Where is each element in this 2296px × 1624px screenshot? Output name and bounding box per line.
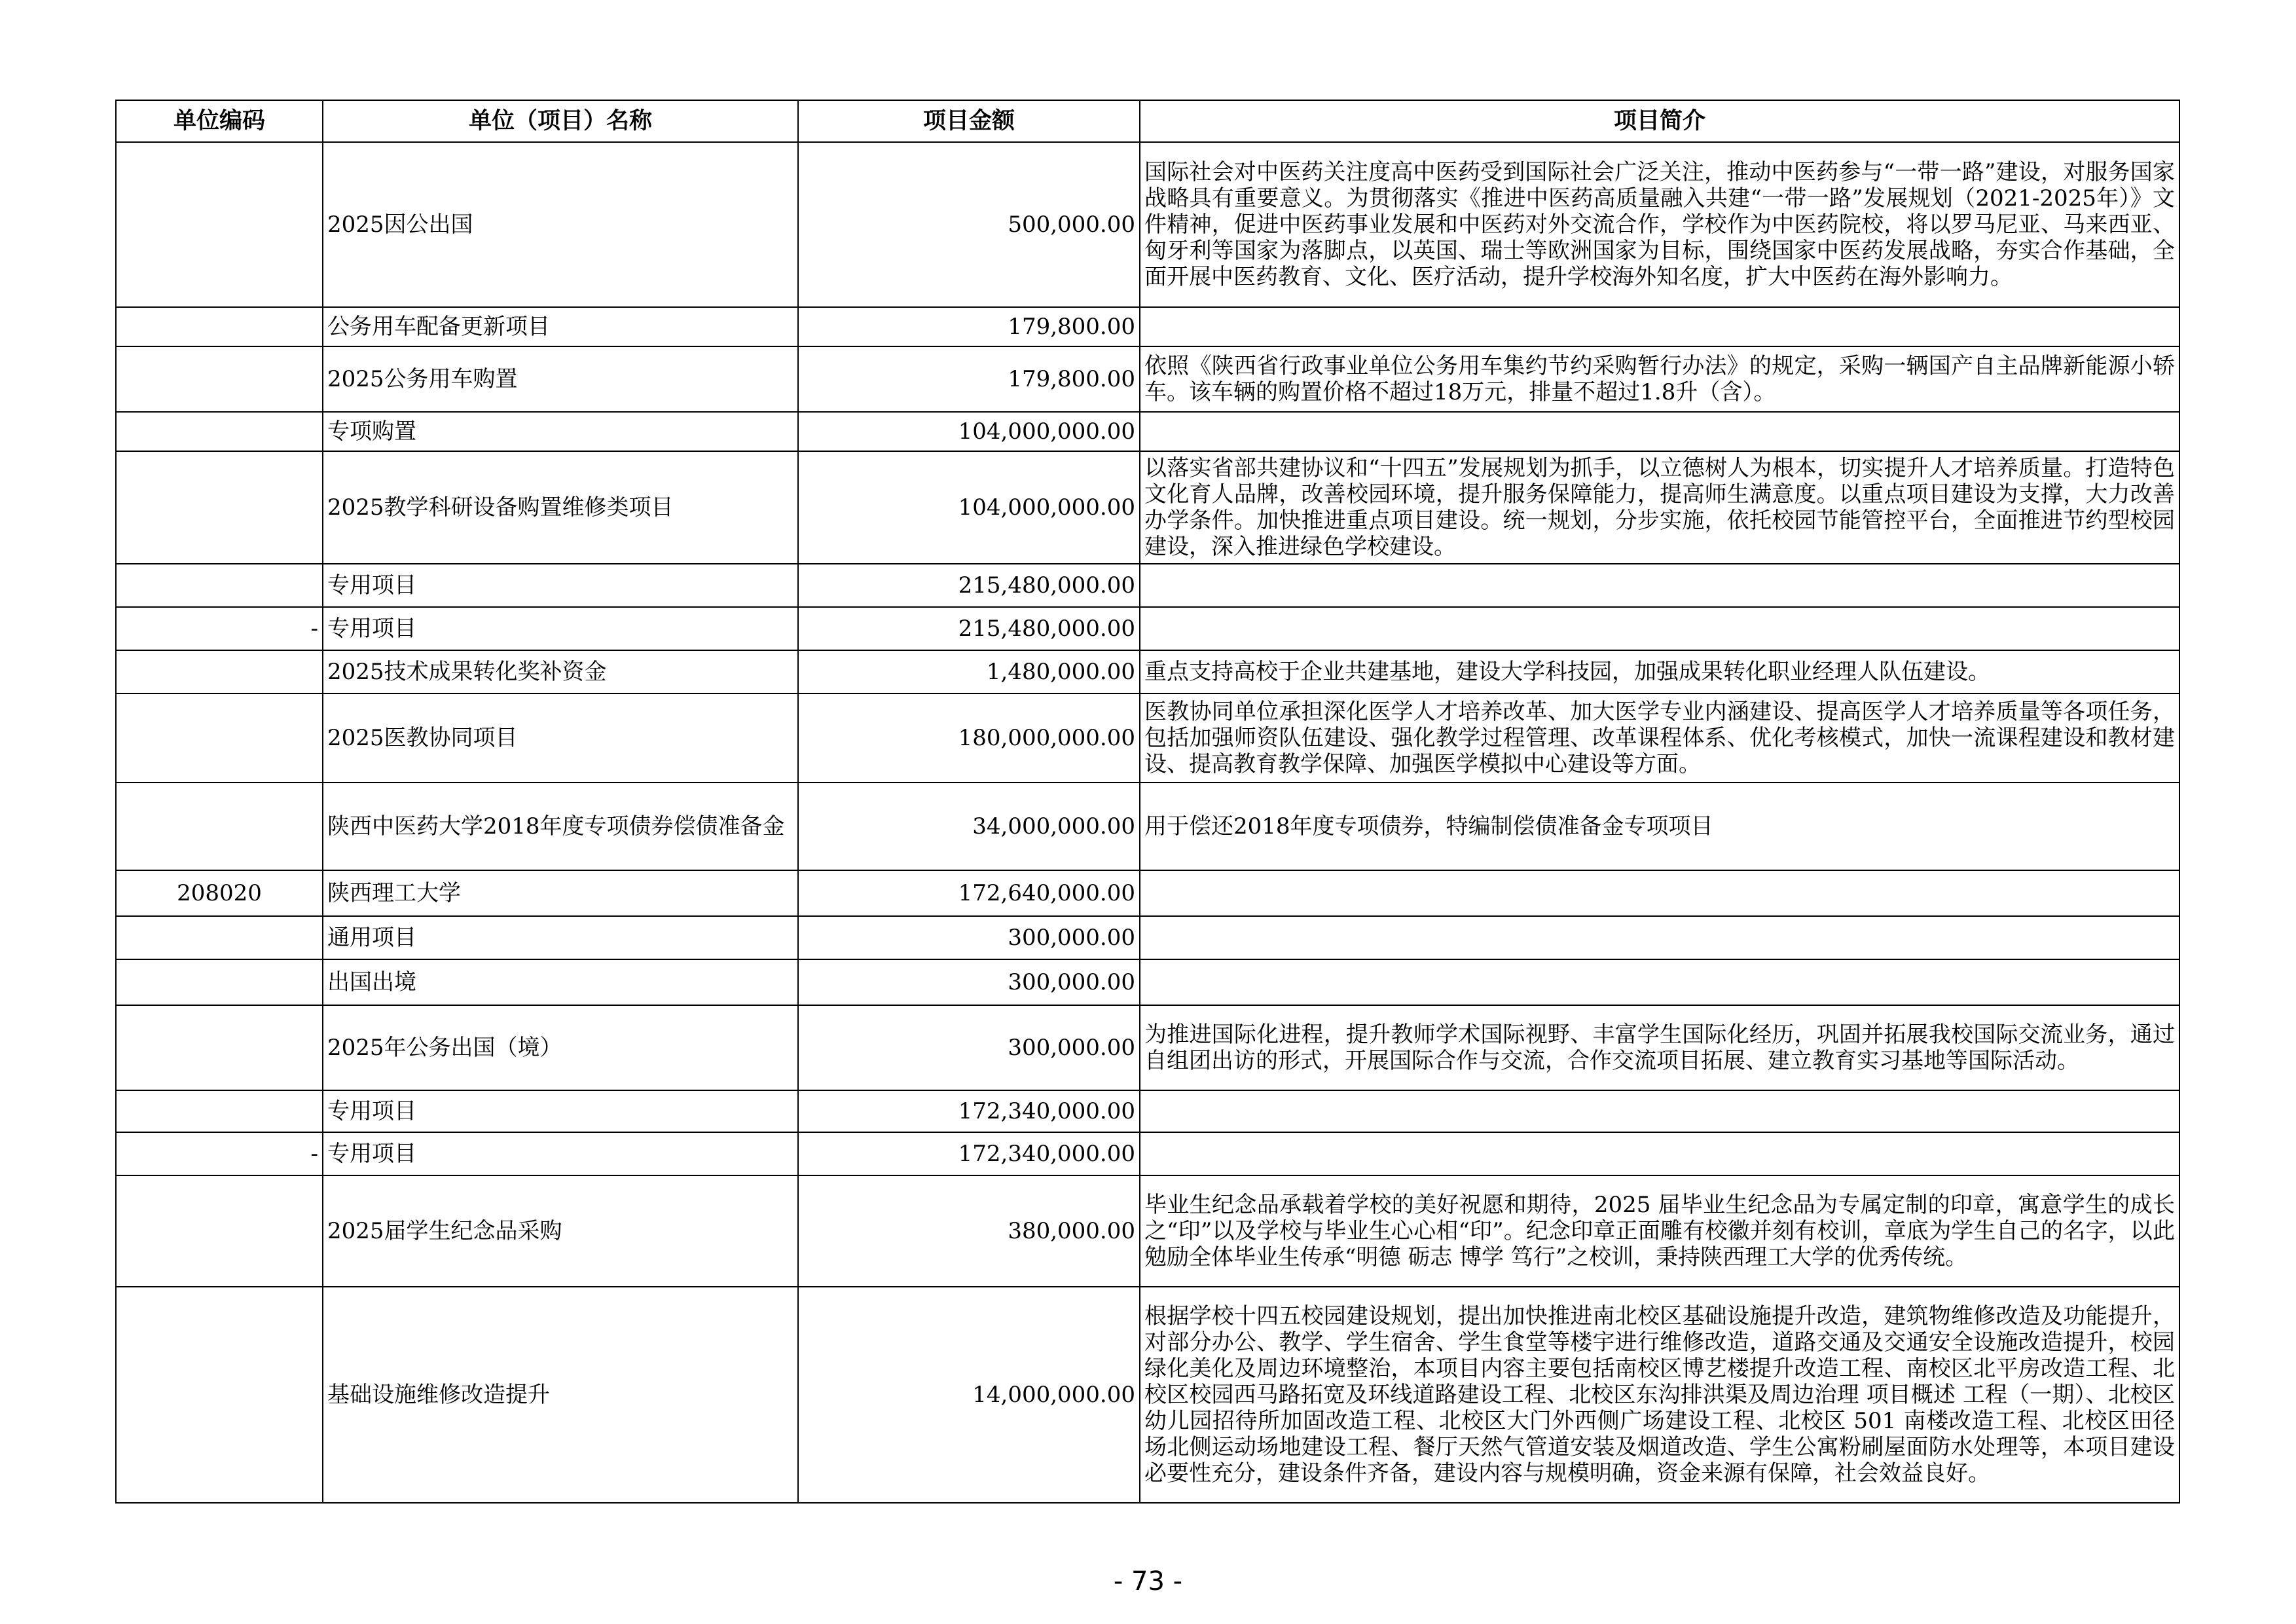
amount: 34,000,000.00	[798, 783, 1140, 870]
unit-name: 专用项目	[323, 1090, 798, 1132]
amount: 179,800.00	[798, 346, 1140, 412]
description	[1140, 307, 2179, 346]
unit-code	[116, 346, 323, 412]
header-unit-name: 单位（项目）名称	[323, 100, 798, 142]
unit-name: 2025公务用车购置	[323, 346, 798, 412]
table-row	[116, 959, 2179, 1005]
unit-name: 2025届学生纪念品采购	[323, 1175, 798, 1287]
unit-name: 专项购置	[323, 412, 798, 451]
amount: 500,000.00	[798, 142, 1140, 307]
amount: 172,340,000.00	[798, 1132, 1140, 1175]
unit-code: -	[116, 1132, 323, 1175]
description	[1140, 564, 2179, 607]
unit-name: 基础设施维修改造提升	[323, 1287, 798, 1503]
amount: 300,000.00	[798, 1005, 1140, 1090]
unit-name: 专用项目	[323, 1132, 798, 1175]
unit-code	[116, 693, 323, 783]
unit-code	[116, 1175, 323, 1287]
table-row	[116, 307, 2179, 346]
description: 国际社会对中医药关注度高中医药受到国际社会广泛关注，推动中医药参与“一带一路”建设，对服务国家战略具有重要意义。为贯彻落实《推进中医药高质量融入共建“一带一路”发展规划（2021-2025年）》文件精神，促进中医药事业发展和中医药对外交流合作，学校作为中医药院校，将以罗马尼亚、马来西亚、匈牙利等国家为落脚点，以英国、瑞士等欧洲国家为目标，围绕国家中医药发展战略，夯实合作基础，全面开展中医药教育、文化、医疗活动，提升学校海外知名度，扩大中医药在海外影响力。	[1140, 142, 2179, 307]
unit-code	[116, 142, 323, 307]
table-row	[116, 870, 2179, 916]
unit-code	[116, 650, 323, 693]
table-row	[116, 1090, 2179, 1132]
unit-code	[116, 307, 323, 346]
unit-name: 出国出境	[323, 959, 798, 1005]
unit-name: 通用项目	[323, 916, 798, 959]
header-unit-code: 单位编码	[116, 100, 323, 142]
description: 用于偿还2018年度专项债券，特编制偿债准备金专项项目	[1140, 783, 2179, 870]
unit-code	[116, 564, 323, 607]
description: 以落实省部共建协议和“十四五”发展规划为抓手，以立德树人为根本，切实提升人才培养质量。打造特色文化育人品牌，改善校园环境，提升服务保障能力，提高师生满意度。以重点项目建设为支撑，大力改善办学条件。加快推进重点项目建设。统一规划，分步实施，依托校园节能管控平台，全面推进节约型校园建设，深入推进绿色学校建设。	[1140, 451, 2179, 564]
unit-name: 陕西中医药大学2018年度专项债券偿债准备金	[323, 783, 798, 870]
amount: 215,480,000.00	[798, 564, 1140, 607]
amount: 14,000,000.00	[798, 1287, 1140, 1503]
description	[1140, 916, 2179, 959]
unit-name: 2025因公出国	[323, 142, 798, 307]
table-row	[116, 1005, 2179, 1090]
amount: 215,480,000.00	[798, 607, 1140, 650]
amount: 179,800.00	[798, 307, 1140, 346]
unit-name: 2025教学科研设备购置维修类项目	[323, 451, 798, 564]
amount: 300,000.00	[798, 916, 1140, 959]
description	[1140, 1090, 2179, 1132]
unit-code: 208020	[116, 870, 323, 916]
table-row	[116, 346, 2179, 412]
description: 毕业生纪念品承载着学校的美好祝愿和期待，2025 届毕业生纪念品为专属定制的印章，寓意学生的成长之“印”以及学校与毕业生心心相“印”。纪念印章正面雕有校徽并刻有校训，章底为学生自己的名字，以此勉励全体毕业生传承“明德 砺志 博学 笃行”之校训，秉持陕西理工大学的优秀传统。	[1140, 1175, 2179, 1287]
table-row	[116, 783, 2179, 870]
description	[1140, 959, 2179, 1005]
unit-name: 2025技术成果转化奖补资金	[323, 650, 798, 693]
table-row	[116, 693, 2179, 783]
amount: 1,480,000.00	[798, 650, 1140, 693]
table-row	[116, 1287, 2179, 1503]
unit-name: 专用项目	[323, 607, 798, 650]
description: 根据学校十四五校园建设规划，提出加快推进南北校区基础设施提升改造，建筑物维修改造及功能提升，对部分办公、教学、学生宿舍、学生食堂等楼宇进行维修改造，道路交通及交通安全设施改造提升，校园绿化美化及周边环境整治，本项目内容主要包括南校区博艺楼提升改造工程、南校区北平房改造工程、北校区校园西马路拓宽及环线道路建设工程、北校区东沟排洪渠及周边治理 项目概述 工程（一期）、北校区幼儿园招待所加固改造工程、北校区大门外西侧广场建设工程、北校区 501 南楼改造工程、北校区田径场北侧运动场地建设工程、餐厅天然气管道安装及烟道改造、学生公寓粉刷屋面防水处理等，本项目建设必要性充分，建设条件齐备，建设内容与规模明确，资金来源有保障，社会效益良好。	[1140, 1287, 2179, 1503]
budget-table	[115, 100, 2180, 1504]
unit-name: 2025年公务出国（境）	[323, 1005, 798, 1090]
table-row	[116, 142, 2179, 307]
description	[1140, 412, 2179, 451]
amount: 104,000,000.00	[798, 451, 1140, 564]
unit-code	[116, 1287, 323, 1503]
unit-code	[116, 1005, 323, 1090]
description: 重点支持高校于企业共建基地，建设大学科技园，加强成果转化职业经理人队伍建设。	[1140, 650, 2179, 693]
description: 依照《陕西省行政事业单位公务用车集约节约采购暂行办法》的规定，采购一辆国产自主品牌新能源小轿车。该车辆的购置价格不超过18万元，排量不超过1.8升（含）。	[1140, 346, 2179, 412]
unit-code	[116, 1090, 323, 1132]
description	[1140, 607, 2179, 650]
description	[1140, 870, 2179, 916]
amount: 172,640,000.00	[798, 870, 1140, 916]
header-description: 项目简介	[1140, 100, 2179, 142]
unit-name: 2025医教协同项目	[323, 693, 798, 783]
unit-name: 陕西理工大学	[323, 870, 798, 916]
page-number: - 73 -	[1113, 1566, 1183, 1596]
table-row	[116, 650, 2179, 693]
amount: 380,000.00	[798, 1175, 1140, 1287]
unit-code: -	[116, 607, 323, 650]
table-row	[116, 564, 2179, 607]
description: 医教协同单位承担深化医学人才培养改革、加大医学专业内涵建设、提高医学人才培养质量等各项任务，包括加强师资队伍建设、强化教学过程管理、改革课程体系、优化考核模式，加快一流课程建设和教材建设、提高教育教学保障、加强医学模拟中心建设等方面。	[1140, 693, 2179, 783]
amount: 104,000,000.00	[798, 412, 1140, 451]
description	[1140, 1132, 2179, 1175]
header-amount: 项目金额	[798, 100, 1140, 142]
amount: 172,340,000.00	[798, 1090, 1140, 1132]
table-row	[116, 451, 2179, 564]
unit-code	[116, 412, 323, 451]
table-row	[116, 1132, 2179, 1175]
unit-name: 公务用车配备更新项目	[323, 307, 798, 346]
amount: 300,000.00	[798, 959, 1140, 1005]
table-row	[116, 607, 2179, 650]
table-row	[116, 412, 2179, 451]
table-row	[116, 1175, 2179, 1287]
table-row	[116, 916, 2179, 959]
unit-code	[116, 783, 323, 870]
table-header-row	[116, 100, 2179, 142]
unit-name: 专用项目	[323, 564, 798, 607]
description: 为推进国际化进程，提升教师学术国际视野、丰富学生国际化经历，巩固并拓展我校国际交流业务，通过自组团出访的形式，开展国际合作与交流，合作交流项目拓展、建立教育实习基地等国际活动。	[1140, 1005, 2179, 1090]
amount: 180,000,000.00	[798, 693, 1140, 783]
unit-code	[116, 959, 323, 1005]
unit-code	[116, 916, 323, 959]
unit-code	[116, 451, 323, 564]
